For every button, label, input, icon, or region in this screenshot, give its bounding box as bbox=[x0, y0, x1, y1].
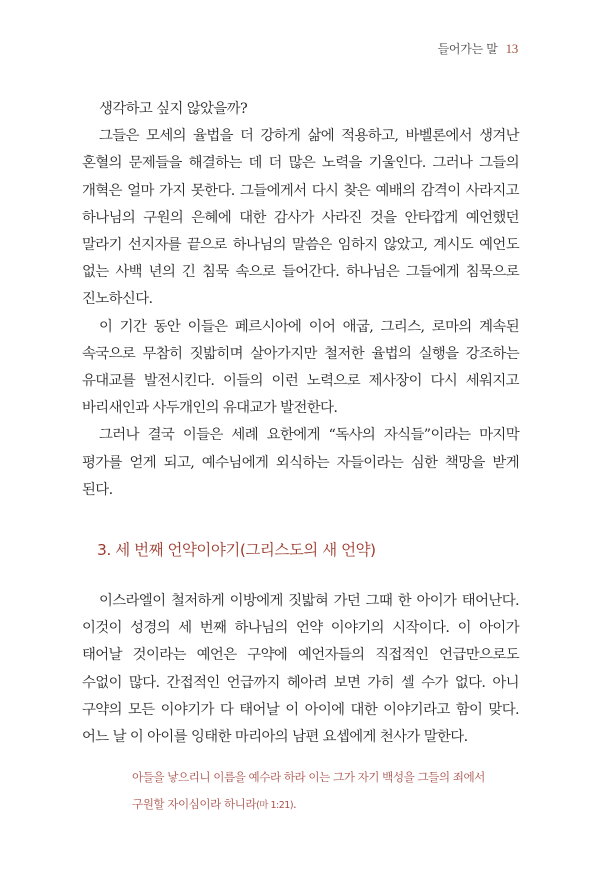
paragraph: 이스라엘이 철저하게 이방에게 짓밟혀 가던 그때 한 아이가 태어난다. 이것이 성경의 세 번째 하나님의 언약 이야기의 시작이다. 이 아이가 태어날 것이라는 예언은 구약에 예언자들의 직접적인 언급만으로도 수없이 많다. 간접적인 언급까지 헤아려 보면 가히 셀 수가 없다. 아니 구약의 모든 이야기가 다 태어날 이 아이에 대한 이야기라고 함이 맞다. 어느 날 이 아이를 잉태한 마리아의 남편 요셉에게 천사가 말한다. bbox=[82, 593, 519, 746]
running-header bbox=[438, 40, 518, 57]
quote-text: 아들을 낳으리니 이름을 예수라 하라 이는 그가 자기 백성을 그들의 죄에서 구원할 자이심이라 하니라 bbox=[132, 770, 485, 812]
running-title: 들어가는 말 bbox=[437, 42, 498, 56]
quote-period: . bbox=[293, 797, 297, 812]
scripture-quote bbox=[132, 764, 518, 819]
body-text-section-three bbox=[82, 588, 519, 751]
scripture-reference: (마 1:21) bbox=[256, 800, 294, 812]
paragraph: 생각하고 싶지 않았을까? bbox=[99, 101, 248, 117]
body-text-before-section bbox=[82, 96, 519, 504]
paragraph: 그러나 결국 이들은 세례 요한에게 “독사의 자식들”이라는 마지막 평가를 얻게 되고, 예수님에게 외식하는 자들이라는 심한 책망을 받게 된다. bbox=[82, 427, 519, 498]
paragraph: 이 기간 동안 이들은 페르시아에 이어 애굽, 그리스, 로마의 계속된 속국으로 무참히 짓밟히며 살아가지만 철저한 율법의 실행을 강조하는 유대교를 발전시킨다. 이들의 이런 노력으로 제사장이 다시 세워지고 바리새인과 사두개인의 유대교가 발전한다. bbox=[82, 318, 519, 417]
page-number: 13 bbox=[505, 41, 518, 56]
paragraph: 그들은 모세의 율법을 더 강하게 삶에 적용하고, 바벨론에서 생겨난 혼혈의 문제들을 해결하는 데 더 많은 노력을 기울인다. 그러나 그들의 개혁은 얼마 가지 못한다. 그들에게서 다시 찾은 예배의 감격이 사라지고 하나님의 구원의 은혜에 대한 감사가 사라진 것을 안타깝게 예언했던 말라기 선지자를 끝으로 하나님의 말씀은 임하지 않았고, 계시도 예언도 없는 사백 년의 긴 침묵 속으로 들어간다. 하나님은 그들에게 침묵으로 진노하신다. bbox=[82, 128, 519, 308]
section-heading: 3. 세 번째 언약이야기(그리스도의 새 언약) bbox=[97, 541, 376, 559]
